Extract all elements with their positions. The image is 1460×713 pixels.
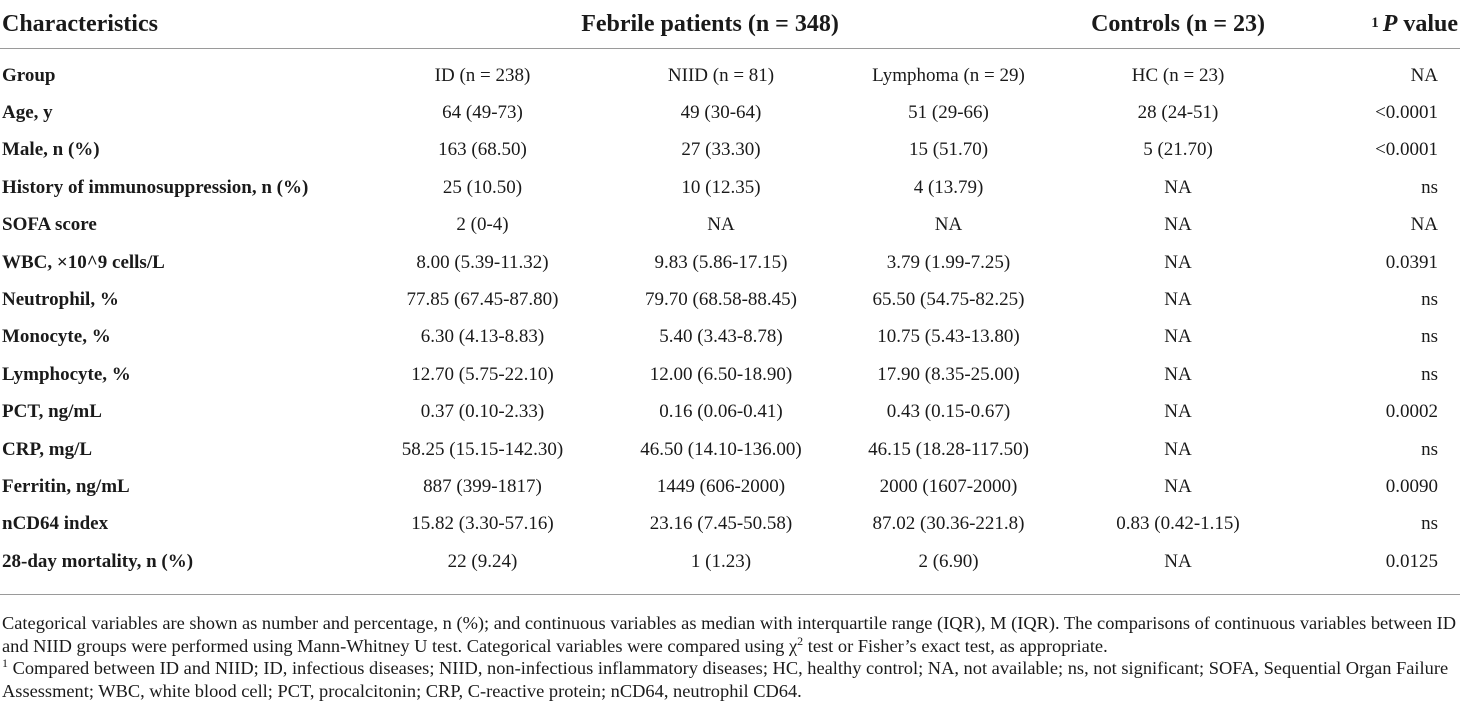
table-row — [0, 431, 1460, 468]
cell-p-value: ns — [1421, 363, 1439, 385]
cell-p-value: ns — [1421, 326, 1439, 348]
table-body — [0, 49, 1460, 595]
header-characteristics: Characteristics — [2, 10, 158, 37]
cell-p-value: 0.0090 — [1385, 475, 1439, 497]
cell-lymphoma: 17.90 (8.35-25.00) — [877, 363, 1020, 385]
cell-niid: 46.50 (14.10-136.00) — [640, 438, 802, 460]
cell-id: 77.85 (67.45-87.80) — [406, 289, 559, 311]
cell-lymphoma: 51 (29-66) — [908, 102, 989, 124]
cell-id: 15.82 (3.30-57.16) — [411, 513, 554, 535]
cell-p-value: 0.0125 — [1385, 550, 1439, 572]
cell-lymphoma: 46.15 (18.28-117.50) — [868, 438, 1029, 460]
header-row — [0, 0, 1460, 49]
row-label: Group — [2, 64, 56, 86]
p-letter: P — [1382, 10, 1398, 37]
cell-niid: 1449 (606-2000) — [656, 475, 786, 497]
cell-lymphoma: 2000 (1607-2000) — [879, 475, 1018, 497]
row-label: Age, y — [2, 102, 53, 124]
note-methods-text: Categorical variables are shown as number and percentage, n (%); and continuous variables as median with interquartile range (IQR), M (IQR). The comparisons of continuous variables between ID and NIID groups were performed using Mann-Whitney U test. Categorical variables were compared using χ — [2, 613, 1457, 656]
row-label: 28-day mortality, n (%) — [2, 550, 194, 572]
cell-niid: 12.00 (6.50-18.90) — [649, 363, 793, 385]
cell-p-value: 0.0002 — [1385, 401, 1439, 423]
cell-hc: NA — [1164, 214, 1192, 236]
cell-p-value: NA — [1410, 64, 1439, 86]
cell-p-value: ns — [1421, 438, 1439, 460]
note-abbreviations-text: Compared between ID and NIID; ID, infectious diseases; NIID, non-infectious inflammatory diseases; HC, healthy control; NA, not available; ns, not significant; SOFA, Sequential Organ Failure Assessment; WBC, white blood cell; PCT, procalcitonin; CRP, C-reactive protein; nCD64, neutrophil CD64. — [2, 658, 1449, 701]
cell-hc: NA — [1164, 251, 1192, 273]
cell-p-value: NA — [1410, 214, 1439, 236]
p-value-word: value — [1397, 10, 1459, 37]
cell-id: ID (n = 238) — [434, 64, 531, 86]
row-label: CRP, mg/L — [2, 438, 93, 460]
row-label: History of immunosuppression, n (%) — [2, 176, 309, 198]
cell-id: 22 (9.24) — [447, 550, 518, 572]
note-abbreviations — [2, 657, 1460, 702]
cell-p-value: ns — [1421, 176, 1439, 198]
cell-niid: 79.70 (68.58-88.45) — [645, 289, 797, 311]
cell-lymphoma: 0.43 (0.15-0.67) — [886, 401, 1011, 423]
table-row — [0, 506, 1460, 543]
cell-id: 58.25 (15.15-142.30) — [401, 438, 564, 460]
cell-lymphoma: 65.50 (54.75-82.25) — [872, 289, 1025, 311]
table-row — [0, 132, 1460, 169]
table-row — [0, 94, 1460, 131]
cell-niid: 49 (30-64) — [680, 102, 762, 124]
note-methods-text-end: test or Fisher’s exact test, as appropriate. — [803, 635, 1108, 656]
table-header — [0, 0, 1460, 49]
row-label: Lymphocyte, % — [2, 363, 131, 385]
row-label: Ferritin, ng/mL — [2, 475, 130, 497]
cell-niid: 23.16 (7.45-50.58) — [649, 513, 793, 535]
chi-square-superscript: 2 — [797, 633, 804, 648]
cell-niid: NA — [707, 214, 735, 236]
cell-id: 12.70 (5.75-22.10) — [411, 363, 554, 385]
cell-lymphoma: NA — [934, 214, 963, 236]
table-row — [0, 394, 1460, 431]
p-value-footnote-marker: 1 — [1371, 14, 1379, 31]
table-row — [0, 281, 1460, 318]
cell-id: 6.30 (4.13-8.83) — [420, 326, 545, 348]
cell-niid: 27 (33.30) — [681, 139, 761, 161]
cell-niid: 0.16 (0.06-0.41) — [659, 401, 783, 423]
cell-hc: NA — [1164, 326, 1192, 348]
note-methods — [2, 612, 1460, 657]
row-label: WBC, ×10^9 cells/L — [2, 251, 165, 273]
cell-id: 25 (10.50) — [442, 176, 523, 198]
row-label: Male, n (%) — [2, 139, 100, 161]
cell-niid: 10 (12.35) — [681, 176, 761, 198]
cell-hc: NA — [1164, 176, 1192, 198]
cell-hc: NA — [1164, 363, 1192, 385]
table-row — [0, 543, 1460, 595]
cell-id: 163 (68.50) — [438, 139, 527, 161]
table-notes — [2, 612, 1460, 702]
cell-p-value: 0.0391 — [1385, 251, 1439, 273]
cell-lymphoma: 2 (6.90) — [918, 550, 979, 572]
cell-niid: 1 (1.23) — [690, 550, 752, 572]
table-row — [0, 468, 1460, 505]
cell-lymphoma: 10.75 (5.43-13.80) — [877, 326, 1020, 348]
header-febrile-patients: Febrile patients (n = 348) — [581, 10, 839, 37]
cell-hc: HC (n = 23) — [1131, 64, 1225, 86]
cell-hc: NA — [1164, 550, 1192, 572]
cell-id: 2 (0-4) — [456, 214, 509, 236]
table-row — [0, 244, 1460, 281]
cell-lymphoma: Lymphoma (n = 29) — [872, 64, 1025, 86]
header-p-value — [1291, 0, 1460, 49]
row-label: PCT, ng/mL — [2, 401, 102, 423]
cell-p-value: <0.0001 — [1375, 139, 1439, 161]
cell-lymphoma: 15 (51.70) — [908, 139, 989, 161]
cell-hc: NA — [1164, 438, 1192, 460]
cell-hc: NA — [1164, 475, 1192, 497]
cell-id: 887 (399-1817) — [423, 475, 542, 497]
row-label: Neutrophil, % — [2, 289, 119, 311]
table-row — [0, 356, 1460, 393]
cell-hc: NA — [1164, 289, 1192, 311]
cell-niid: NIID (n = 81) — [667, 64, 775, 86]
row-label: SOFA score — [2, 214, 97, 236]
cell-lymphoma: 87.02 (30.36-221.8) — [872, 513, 1025, 535]
cell-hc: 28 (24-51) — [1137, 102, 1219, 124]
cell-id: 8.00 (5.39-11.32) — [416, 251, 549, 273]
cell-hc: 5 (21.70) — [1143, 139, 1213, 161]
cell-p-value: ns — [1421, 289, 1439, 311]
footnote-marker: 1 — [2, 655, 8, 670]
cell-hc: 0.83 (0.42-1.15) — [1116, 513, 1240, 535]
table-row — [0, 169, 1460, 206]
cell-lymphoma: 4 (13.79) — [913, 176, 984, 198]
row-label: nCD64 index — [2, 513, 109, 535]
row-label: Monocyte, % — [2, 326, 111, 348]
cell-p-value: ns — [1421, 513, 1439, 535]
header-controls: Controls (n = 23) — [1091, 10, 1265, 37]
cell-id: 64 (49-73) — [442, 102, 523, 124]
cell-p-value: <0.0001 — [1375, 102, 1439, 124]
cell-lymphoma: 3.79 (1.99-7.25) — [886, 251, 1011, 273]
cell-niid: 5.40 (3.43-8.78) — [659, 326, 783, 348]
cell-niid: 9.83 (5.86-17.15) — [654, 251, 788, 273]
table-row — [0, 49, 1460, 95]
table-row — [0, 207, 1460, 244]
cell-hc: NA — [1164, 401, 1192, 423]
table-row — [0, 319, 1460, 356]
cell-id: 0.37 (0.10-2.33) — [420, 401, 545, 423]
